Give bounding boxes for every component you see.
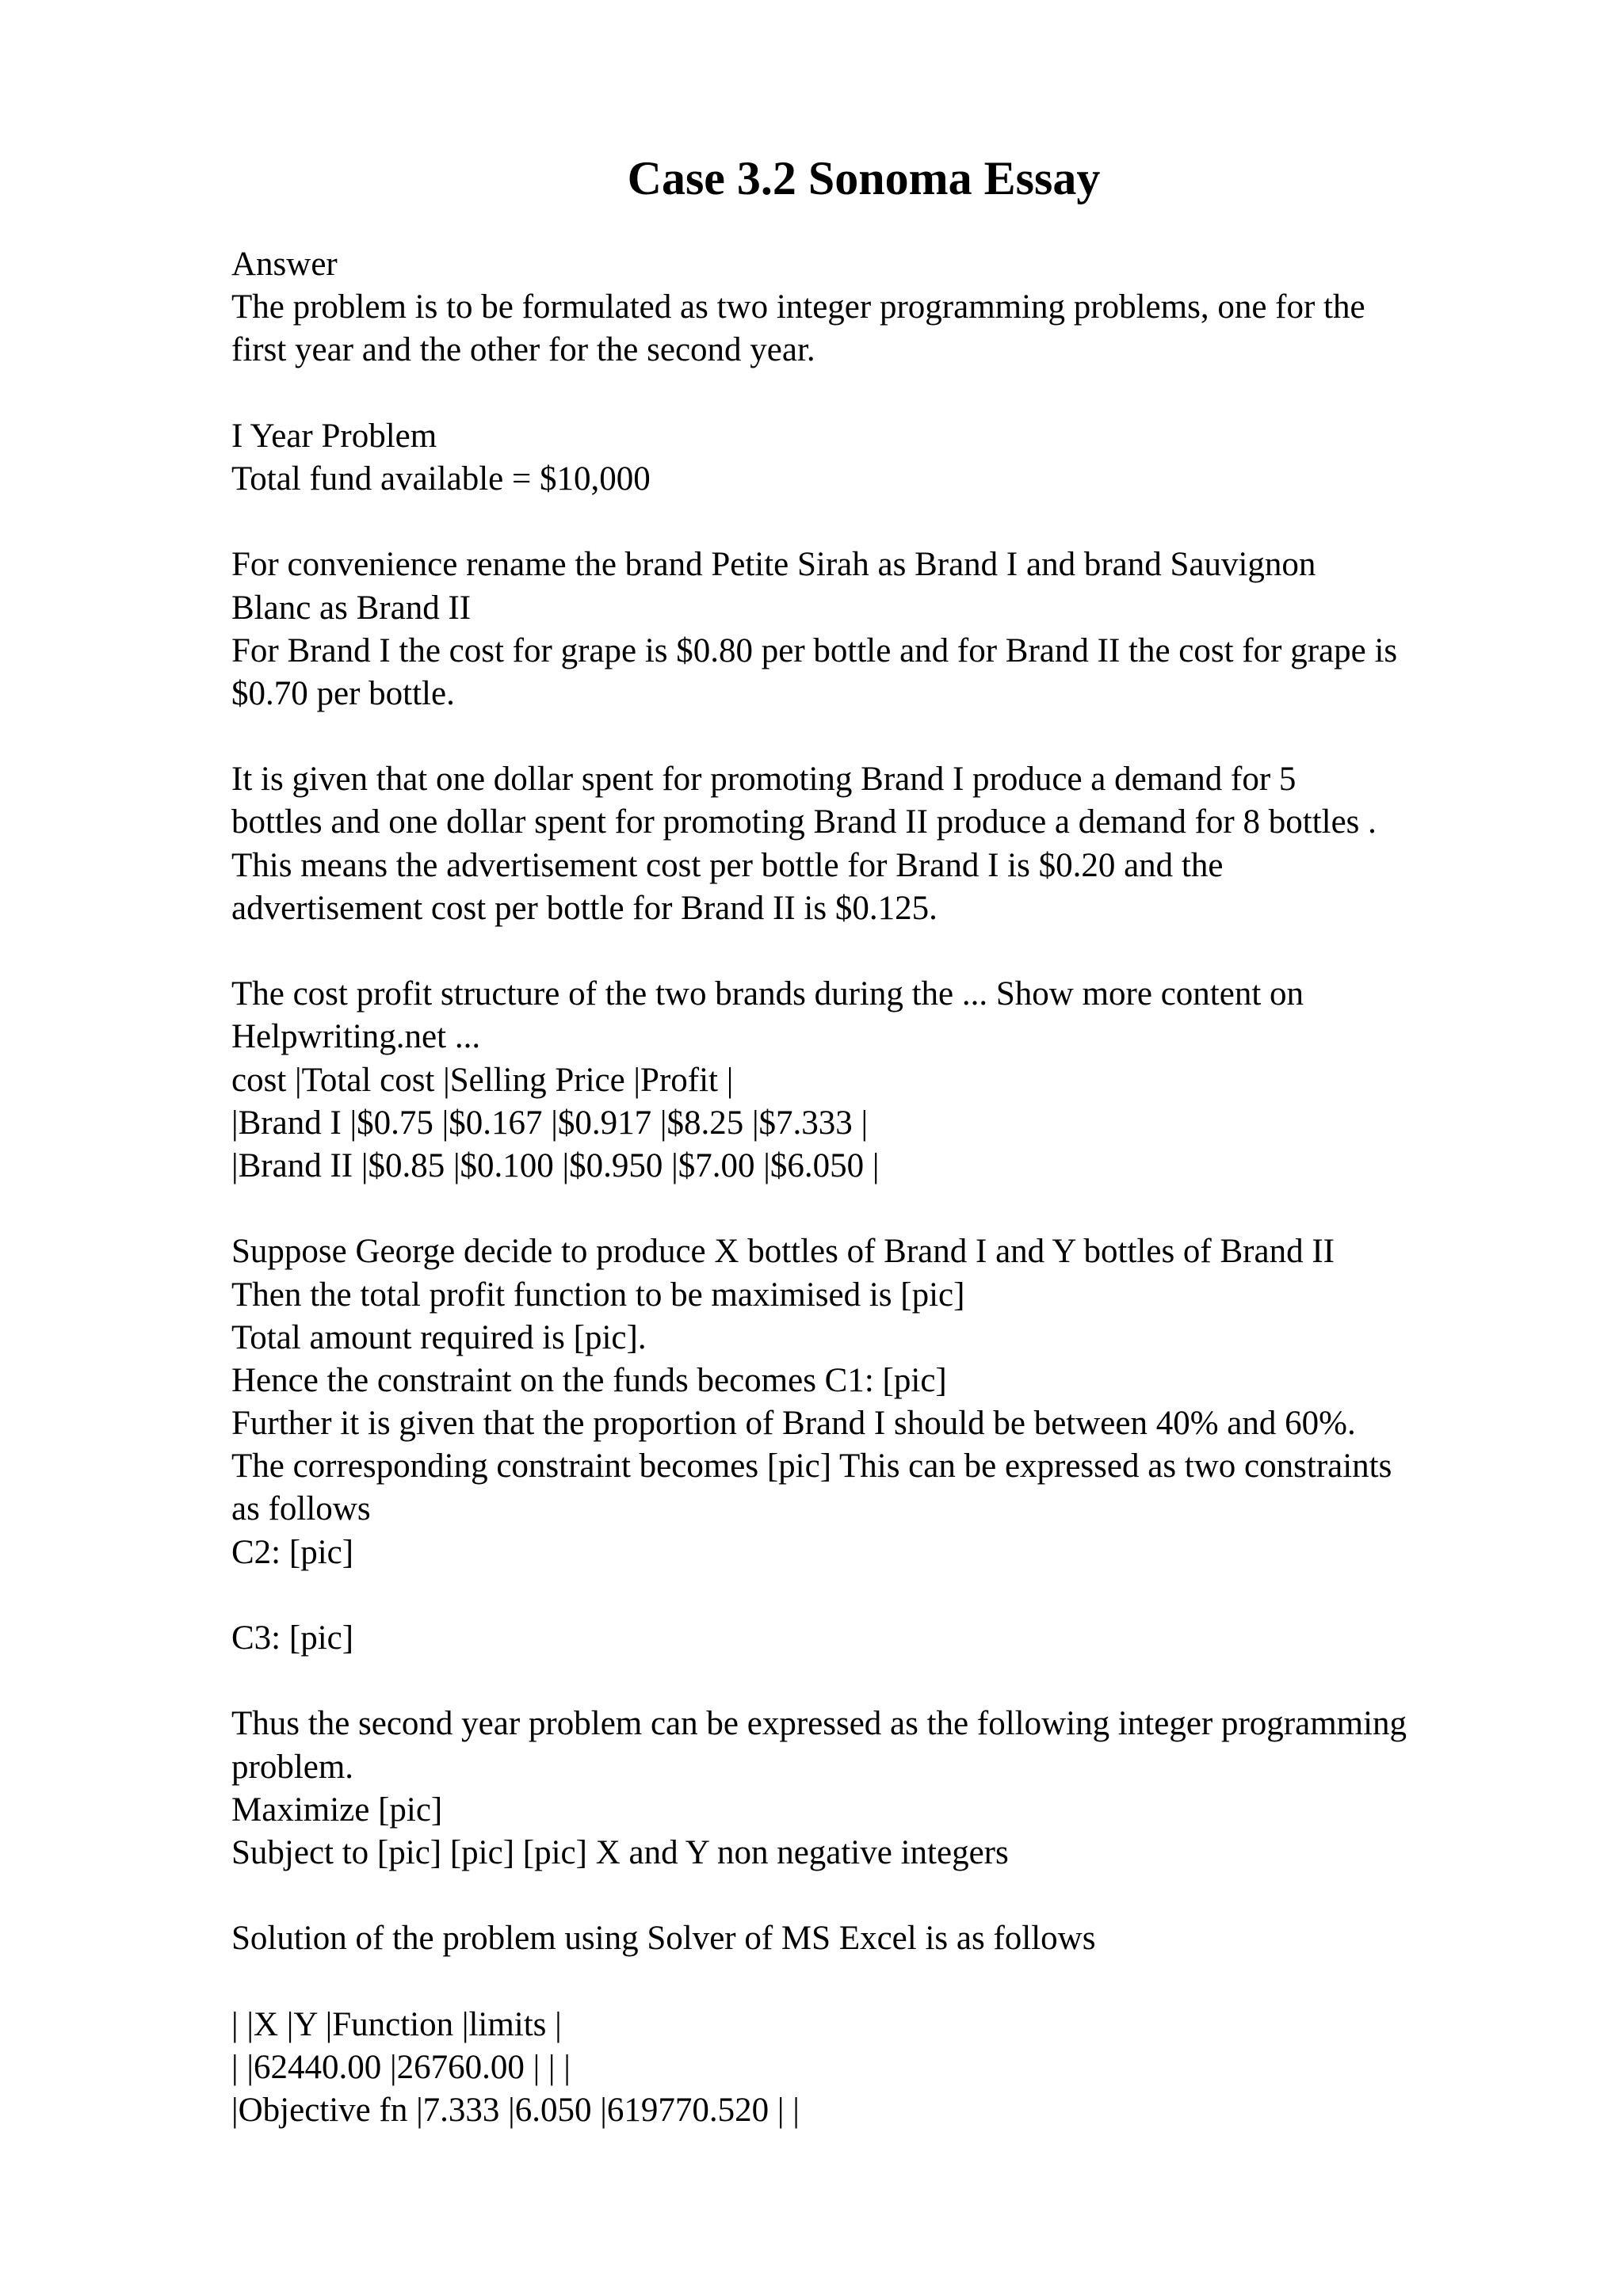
essay-body <box>231 243 1515 2132</box>
blank-line <box>231 372 1515 415</box>
text-line: bottles and one dollar spent for promoting Brand II produce a demand for 8 bottles . <box>231 803 1377 841</box>
blank-line <box>231 930 1515 973</box>
blank-line <box>231 715 1515 758</box>
text-line: cost |Total cost |Selling Price |Profit | <box>231 1061 734 1099</box>
text-line: Answer <box>231 246 338 283</box>
text-line: This means the advertisement cost per bottle for Brand I is $0.20 and the <box>231 846 1224 884</box>
text-line: The corresponding constraint becomes [pic] This can be expressed as two constraints <box>231 1447 1392 1486</box>
text-line: Further it is given that the proportion of Brand I should be between 40% and 60%. <box>231 1405 1356 1443</box>
blank-line <box>231 1574 1515 1617</box>
text-line: I Year Problem <box>231 417 437 455</box>
text-line: Suppose George decide to produce X bottles of Brand I and Y bottles of Brand II <box>231 1233 1335 1271</box>
text-line: Hence the constraint on the funds becomes C1: [pic] <box>231 1361 947 1399</box>
text-line: advertisement cost per bottle for Brand II is $0.125. <box>231 889 938 927</box>
blank-line <box>231 501 1515 543</box>
text-line: | |62440.00 |26760.00 | | | <box>231 2048 571 2086</box>
text-line: It is given that one dollar spent for promoting Brand I produce a demand for 5 <box>231 761 1296 799</box>
blank-line <box>231 1188 1515 1230</box>
blank-line <box>231 1875 1515 1917</box>
text-line: C3: [pic] <box>231 1619 354 1657</box>
text-line: |Brand II |$0.85 |$0.100 |$0.950 |$7.00 |$6.050 | <box>231 1146 880 1184</box>
text-line: The problem is to be formulated as two integer programming problems, one for the <box>231 288 1365 326</box>
text-line: Blanc as Brand II <box>231 589 472 627</box>
text-line: problem. <box>231 1748 354 1786</box>
text-line: For convenience rename the brand Petite Sirah as Brand I and brand Sauvignon <box>231 546 1316 584</box>
text-line: Solution of the problem using Solver of MS Excel is as follows <box>231 1920 1096 1958</box>
text-line: The cost profit structure of the two brands during the ... Show more content on <box>231 975 1304 1013</box>
text-line: Maximize [pic] <box>231 1791 443 1829</box>
text-line: C2: [pic] <box>231 1533 354 1571</box>
text-line: |Objective fn |7.333 |6.050 |619770.520 | | <box>231 2092 800 2130</box>
text-line: Total fund available = $10,000 <box>231 460 651 498</box>
text-line: first year and the other for the second year. <box>231 331 815 369</box>
text-line: Subject to [pic] [pic] [pic] X and Y non negative integers <box>231 1833 1009 1871</box>
text-line: For Brand I the cost for grape is $0.80 per bottle and for Brand II the cost for grape is <box>231 631 1398 669</box>
text-line: Then the total profit function to be maximised is [pic] <box>231 1276 965 1314</box>
text-line: Thus the second year problem can be expressed as the following integer programming <box>231 1705 1407 1743</box>
text-line: |Brand I |$0.75 |$0.167 |$0.917 |$8.25 |$7.333 | <box>231 1104 869 1142</box>
page-title: Case 3.2 Sonoma Essay <box>627 152 1101 204</box>
blank-line <box>231 1660 1515 1703</box>
text-line: Total amount required is [pic]. <box>231 1318 647 1356</box>
text-line: as follows <box>231 1490 371 1528</box>
text-line: | |X |Y |Function |limits | <box>231 2005 562 2043</box>
blank-line <box>231 1961 1515 2004</box>
text-line: Helpwriting.net ... <box>231 1018 481 1056</box>
text-line: $0.70 per bottle. <box>231 674 455 712</box>
